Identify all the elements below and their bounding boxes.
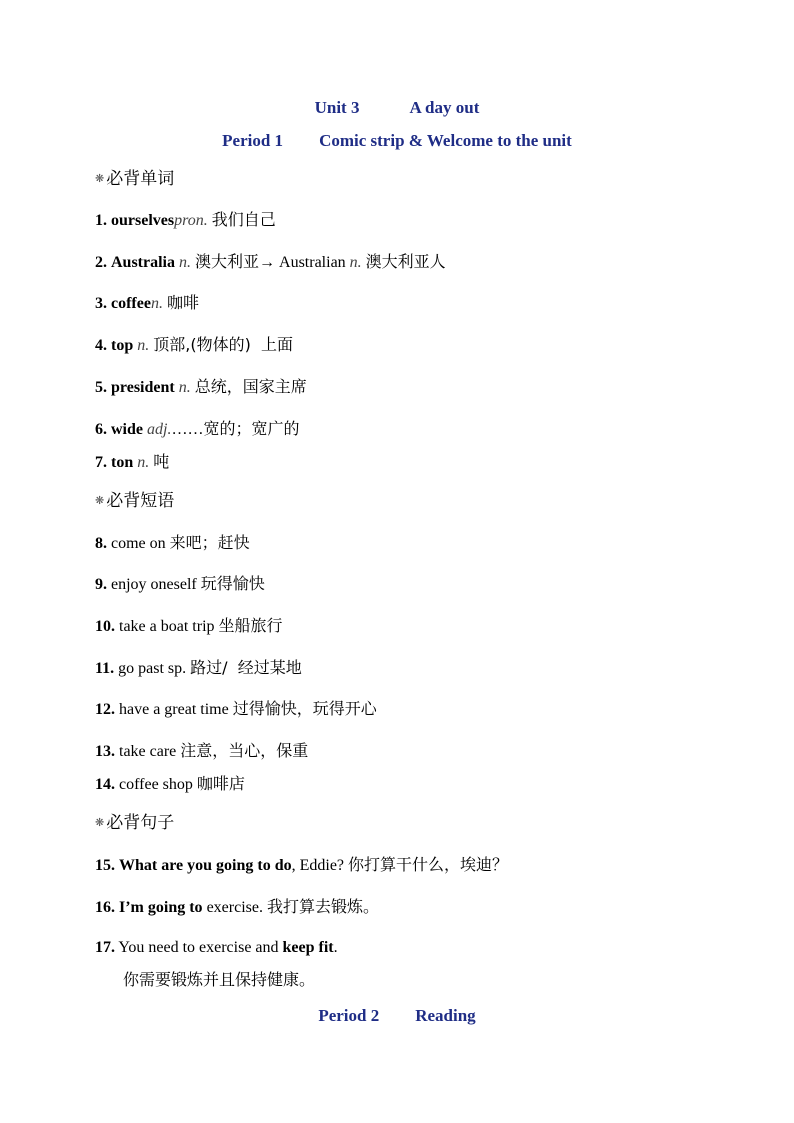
sentence-item-17: 17. You need to exercise and keep fit. [95,939,338,956]
unit-title [0,98,794,118]
period-1-label: Period 1 [222,131,284,150]
section-sentences-heading: ❋ 必背句子 [95,813,175,833]
flower-mark-icon: ❋ [95,172,105,185]
word-item-3: 3. coffeen. 咖啡 [95,293,199,312]
section-words-heading: ❋ 必背单词 [95,169,175,189]
flower-mark-icon: ❋ [95,816,105,829]
phrase-item-14: 14. coffee shop 咖啡店 [95,774,245,793]
flower-mark-icon: ❋ [95,494,105,507]
period-1-name: Comic strip & Welcome to the unit [319,131,572,150]
phrase-item-13: 13. take care 注意，当心，保重 [95,741,309,760]
unit-name: A day out [409,98,480,117]
unit-number: Unit 3 [314,98,360,117]
word-item-1: 1. ourselvespron. 我们自己 [95,210,276,229]
phrase-item-12: 12. have a great time 过得愉快，玩得开心 [95,699,377,718]
phrase-item-8: 8. come on 来吧；赶快 [95,533,250,552]
word-item-2: 2. Australia n. 澳大利亚→ Australian n. 澳大利亚人 [95,252,446,271]
sentence-item-16: 16. I’m going to exercise. 我打算去锻炼。 [95,897,379,916]
period-2-heading [0,1006,794,1026]
word-item-7: 7. ton n. 吨 [95,452,170,471]
word-item-6: 6. wide adj.……宽的；宽广的 [95,419,300,438]
word-item-4: 4. top n. 顶部,(物体的) 上面 [95,335,293,354]
arrow-icon: → [259,254,276,271]
word-item-5: 5. president n. 总统，国家主席 [95,377,307,396]
period-2-name: Reading [415,1006,476,1025]
period-2-label: Period 2 [318,1006,380,1025]
period-1-heading [0,131,794,151]
sentence-item-15: 15. What are you going to do, Eddie? 你打算干什么，埃迪？ [95,855,509,874]
sentence-item-17-translation: 你需要锻炼并且保持健康。 [123,970,316,989]
phrase-item-11: 11. go past sp. 路过/ 经过某地 [95,658,302,677]
phrase-item-9: 9. enjoy oneself 玩得愉快 [95,574,265,593]
phrase-item-10: 10. take a boat trip 坐船旅行 [95,616,283,635]
section-phrases-heading: ❋ 必背短语 [95,491,175,511]
